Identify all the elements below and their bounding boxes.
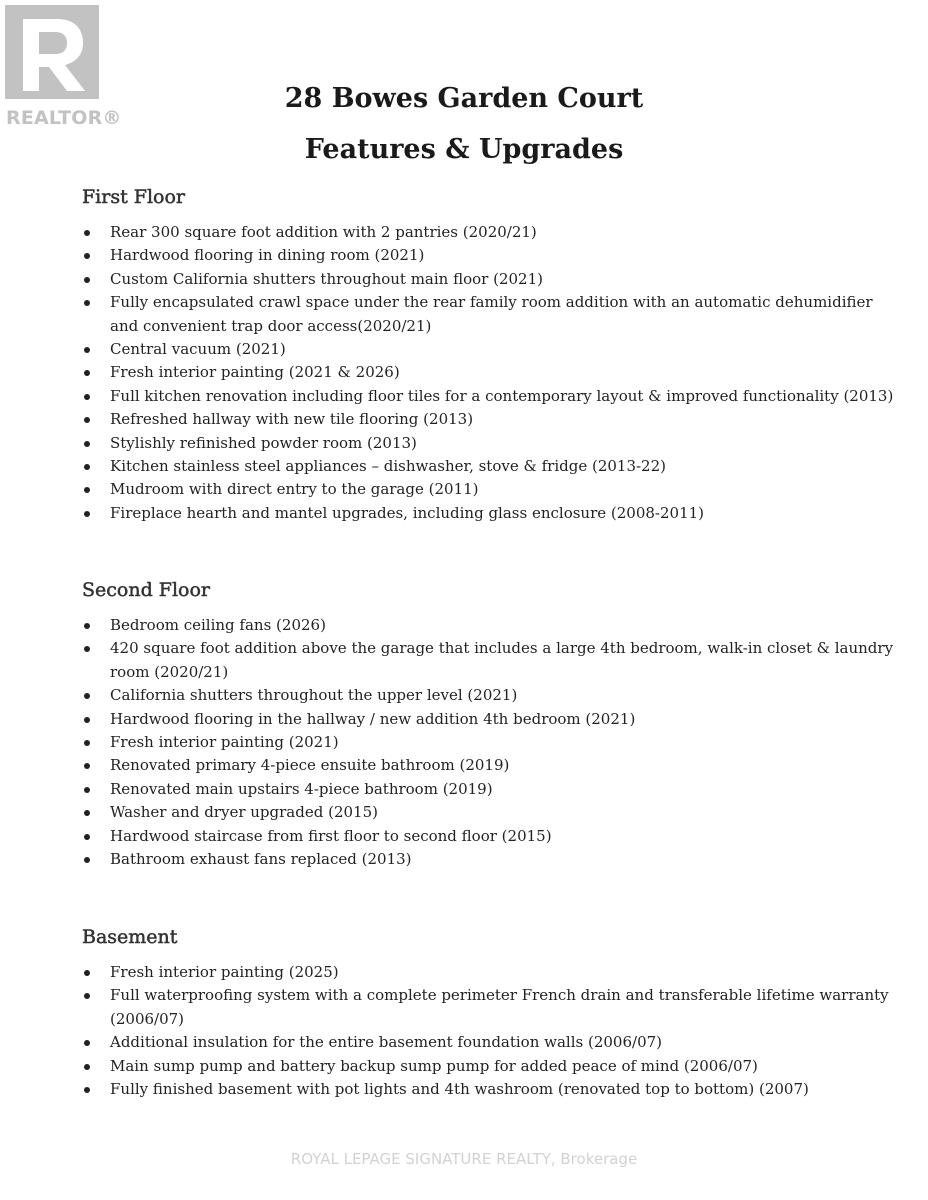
list-item: Hardwood staircase from first floor to second floor (2015)	[82, 825, 862, 848]
realtor-logo-text: REALTOR®	[6, 107, 122, 129]
list-item: Fireplace hearth and mantel upgrades, including glass enclosure (2008-2011)	[82, 502, 862, 525]
list-item: Custom California shutters throughout main floor (2021)	[82, 268, 862, 291]
list-item: Fresh interior painting (2021 & 2026)	[82, 361, 862, 384]
list-item: Hardwood flooring in dining room (2021)	[82, 244, 862, 267]
second-floor-list	[82, 614, 894, 871]
list-item: Fully finished basement with pot lights and 4th washroom (renovated top to bottom) (2007)	[82, 1078, 862, 1101]
section-heading-second-floor: Second Floor	[82, 579, 210, 601]
list-item-continuation: (2006/07)	[110, 1009, 185, 1028]
list-item: Rear 300 square foot addition with 2 pantries (2020/21)	[82, 221, 862, 244]
list-item: Renovated primary 4-piece ensuite bathroom (2019)	[82, 754, 862, 777]
list-item: Kitchen stainless steel appliances – dishwasher, stove & fridge (2013-22)	[82, 455, 862, 478]
list-item: Fresh interior painting (2021)	[82, 731, 862, 754]
list-item: California shutters throughout the upper level (2021)	[82, 684, 862, 707]
brokerage-watermark: ROYAL LEPAGE SIGNATURE REALTY, Brokerage	[290, 1150, 638, 1168]
list-item: Bedroom ceiling fans (2026)	[82, 614, 862, 637]
page-subtitle: Features & Upgrades	[304, 134, 624, 165]
list-item: Fully encapsulated crawl space under the rear family room addition with an automatic dehumidifier	[82, 291, 862, 314]
first-floor-list	[82, 221, 894, 525]
section-heading-first-floor: First Floor	[82, 186, 185, 208]
list-item-continuation: and convenient trap door access(2020/21)	[110, 316, 432, 335]
list-item: Hardwood flooring in the hallway / new addition 4th bedroom (2021)	[82, 708, 862, 731]
list-item: Full kitchen renovation including floor tiles for a contemporary layout & improved functionality (2013)	[82, 385, 862, 408]
list-item: Mudroom with direct entry to the garage (2011)	[82, 478, 862, 501]
list-item: Stylishly refinished powder room (2013)	[82, 432, 862, 455]
list-item: Fresh interior painting (2025)	[82, 961, 862, 984]
list-item: Washer and dryer upgraded (2015)	[82, 801, 862, 824]
basement-list	[82, 961, 889, 1101]
list-item-continuation: room (2020/21)	[110, 662, 229, 681]
list-item: Refreshed hallway with new tile flooring (2013)	[82, 408, 862, 431]
list-item: Main sump pump and battery backup sump pump for added peace of mind (2006/07)	[82, 1055, 862, 1078]
page-title: 28 Bowes Garden Court	[284, 83, 644, 114]
section-heading-basement: Basement	[82, 926, 178, 948]
list-item: 420 square foot addition above the garage that includes a large 4th bedroom, walk-in closet & laundry	[82, 637, 862, 660]
list-item: Renovated main upstairs 4-piece bathroom (2019)	[82, 778, 862, 801]
list-item: Bathroom exhaust fans replaced (2013)	[82, 848, 862, 871]
list-item: Additional insulation for the entire basement foundation walls (2006/07)	[82, 1031, 862, 1054]
list-item: Central vacuum (2021)	[82, 338, 862, 361]
list-item: Full waterproofing system with a complete perimeter French drain and transferable lifetime warranty	[82, 984, 862, 1007]
